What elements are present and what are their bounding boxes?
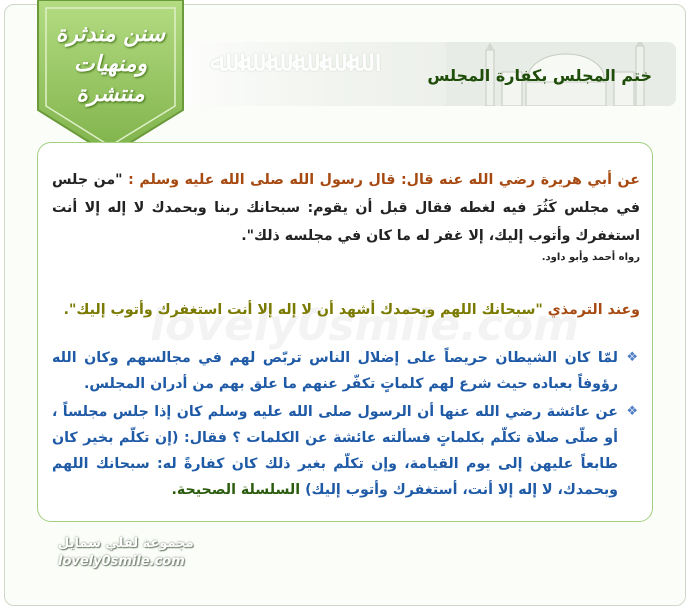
footer-site-url: lovely0smile.com bbox=[58, 554, 185, 569]
header-calligraphy-decoration: ﷲ ﷲ ﷲ ﷲ ﷲ ﷲ bbox=[210, 44, 364, 79]
notes-list bbox=[52, 345, 640, 503]
tirmidhi-intro: وعند الترمذي bbox=[542, 302, 640, 318]
diamond-bullet-icon: ❖ bbox=[626, 350, 638, 365]
diamond-bullet-icon: ❖ bbox=[626, 404, 638, 419]
note-text: لمّا كان الشيطان حريصاً على إضلال الناس تربّص لهم في مجالسهم وكان الله رؤوفاً بعباده حيث شرع لهم كلماتٍ تكفّر عنهم ما علق بهم من أدران المجلس. bbox=[52, 350, 618, 392]
tirmidhi-paragraph bbox=[52, 297, 640, 323]
list-item bbox=[52, 399, 640, 503]
badge-line-2: ومنهيات bbox=[73, 52, 148, 77]
note-source: السلسلة الصحيحة. bbox=[171, 482, 306, 498]
hadith-reference: رواه أحمد وأبو داود. bbox=[541, 252, 640, 263]
hadith-narrator: عن أبي هريرة رضي الله عنه قال: قال رسول الله صلى الله عليه وسلم : bbox=[128, 172, 640, 188]
tirmidhi-text: "سبحانك اللهم وبحمدك أشهد أن لا إله إلا أنت استغفرك وأتوب إليك". bbox=[63, 302, 543, 318]
badge-line-1: سنن مندثرة bbox=[55, 22, 166, 47]
category-badge bbox=[28, 20, 193, 110]
hadith-text: "من جلس في مجلس كَثُرَ فيه لغطه فقال قبل أن يقوم: سبحانك ربنا وبحمدك لا إله إلا أنت استغفرك وأتوب إليك، إلا غفر له ما كان في مجلسه ذلك". bbox=[52, 172, 640, 244]
badge-line-3: منتشرة bbox=[76, 82, 145, 107]
hadith-paragraph bbox=[52, 166, 640, 250]
content-body bbox=[52, 148, 640, 505]
note-text: عن عائشة رضي الله عنها أن الرسول صلى الله عليه وسلم كان إذا جلس مجلساً ، أو صلّى صلاة تكلّم بكلماتٍ فسألته عائشة عن الكلمات ؟ فقال: (إن تكلّم بخير كان طابعاً عليهن إلى يوم القيامة، وإن تكلّم بغير ذلك كان كفارةً له: سبحانك اللهم وبحمدك، لا إله إلا أنت، أستغفرك وأتوب إليك) bbox=[52, 404, 618, 498]
footer-group-name: مجموعة لفلي سمايل bbox=[58, 536, 194, 551]
list-item bbox=[52, 345, 640, 397]
page-title: ختم المجلس بكفارة المجلس bbox=[427, 66, 652, 85]
